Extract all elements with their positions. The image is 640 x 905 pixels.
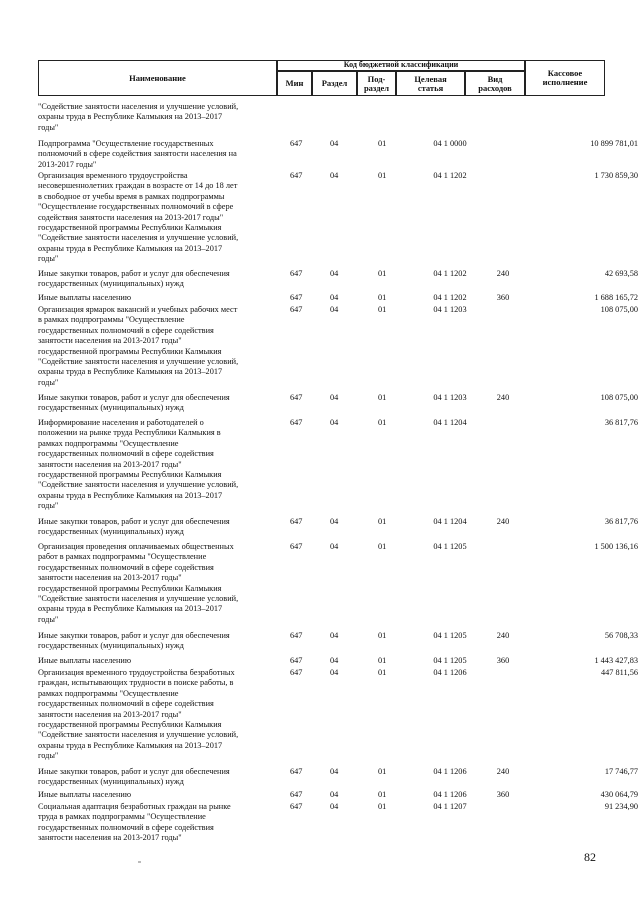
header-name: Наименование [38, 60, 277, 96]
row-min: 647 [290, 517, 303, 526]
row-podrazdel: 01 [378, 517, 387, 526]
row-name: Подпрограмма "Осуществление государственных полномочий в сфере содействия занятости населения на 2013-2017 годы" [38, 139, 237, 169]
row-razdel: 04 [330, 393, 339, 402]
row-podrazdel: 01 [378, 269, 387, 278]
row-target: 04 1 1206 [433, 668, 467, 677]
row-amount: 17 746,77 [604, 767, 638, 776]
row-razdel: 04 [330, 802, 339, 811]
row-razdel: 04 [330, 171, 339, 180]
page-number: 82 [584, 850, 596, 864]
row-target: 04 1 0000 [433, 139, 467, 148]
scan-mark [138, 861, 141, 863]
row-min: 647 [290, 139, 303, 148]
row-amount: 108 075,00 [600, 393, 638, 402]
row-name: Организация ярмарок вакансий и учебных рабочих мест в рамках подпрограммы "Осуществление государственных полномочий в сфере содействия занятости населения на 2013-2017 годы" государственной программы Республики Калмыкия "Содействие занятости населения и улучшение условий, охраны труда в Республике Калмыкия на 2013–2017 годы" [38, 305, 239, 387]
table-header [38, 60, 605, 96]
row-target: 04 1 1202 [433, 269, 467, 278]
row-podrazdel: 01 [378, 139, 387, 148]
row-amount: 1 730 859,30 [594, 171, 638, 180]
row-razdel: 04 [330, 631, 339, 640]
header-kbk: Код бюджетной классификации [277, 60, 525, 71]
row-min: 647 [290, 656, 303, 665]
row-name: Организация временного трудоустройства безработных граждан, испытывающих трудности в поиске работы, в рамках подпрограммы "Осуществление государственных полномочий в сфере содействия занятости населения на 2013-2017 годы" государственной программы Республики Калмыкия "Содействие занятости населения и улучшение условий, охраны труда в Республике Калмыкия на 2013–2017 годы" [38, 668, 239, 761]
row-name: Иные выплаты населению [38, 293, 132, 302]
row-name: Иные закупки товаров, работ и услуг для обеспечения государственных (муниципальных) нужд [38, 631, 230, 651]
row-amount: 36 817,76 [604, 418, 638, 427]
row-razdel: 04 [330, 269, 339, 278]
row-vid: 240 [496, 393, 510, 402]
header-kassa: Кассовое исполнение [525, 60, 605, 96]
row-target: 04 1 1204 [433, 418, 467, 427]
row-podrazdel: 01 [378, 767, 387, 776]
row-podrazdel: 01 [378, 542, 387, 551]
row-name: Иные выплаты населению [38, 790, 132, 799]
row-target: 04 1 1204 [433, 517, 467, 526]
row-razdel: 04 [330, 293, 339, 302]
row-razdel: 04 [330, 542, 339, 551]
row-amount: 91 234,90 [604, 802, 638, 811]
row-vid: 240 [496, 269, 510, 278]
row-name: Иные закупки товаров, работ и услуг для обеспечения государственных (муниципальных) нужд [38, 517, 230, 537]
row-amount: 430 064,79 [600, 790, 638, 799]
row-min: 647 [290, 393, 303, 402]
row-razdel: 04 [330, 656, 339, 665]
row-razdel: 04 [330, 418, 339, 427]
row-podrazdel: 01 [378, 656, 387, 665]
row-name: Социальная адаптация безработных граждан на рынке труда в рамках подпрограммы "Осуществление государственных полномочий в сфере содействия занятости населения на 2013-2017 годы" [38, 802, 231, 843]
row-min: 647 [290, 171, 303, 180]
row-name: Иные закупки товаров, работ и услуг для обеспечения государственных (муниципальных) нужд [38, 269, 230, 289]
row-target: 04 1 1202 [433, 171, 467, 180]
row-vid: 360 [496, 293, 510, 302]
row-min: 647 [290, 418, 303, 427]
row-min: 647 [290, 767, 303, 776]
row-target: 04 1 1206 [433, 767, 467, 776]
row-podrazdel: 01 [378, 631, 387, 640]
row-amount: 1 443 427,83 [594, 656, 638, 665]
header-podrazdel: Под- раздел [357, 71, 396, 96]
row-vid: 360 [496, 656, 510, 665]
row-target: 04 1 1205 [433, 631, 467, 640]
row-amount: 1 500 136,16 [594, 542, 638, 551]
row-min: 647 [290, 668, 303, 677]
row-razdel: 04 [330, 139, 339, 148]
row-podrazdel: 01 [378, 790, 387, 799]
row-amount: 36 817,76 [604, 517, 638, 526]
row-target: 04 1 1202 [433, 293, 467, 302]
row-target: 04 1 1205 [433, 542, 467, 551]
row-podrazdel: 01 [378, 171, 387, 180]
header-razdel: Раздел [312, 71, 357, 96]
row-amount: 56 708,33 [604, 631, 638, 640]
row-min: 647 [290, 542, 303, 551]
row-vid: 360 [496, 790, 510, 799]
row-podrazdel: 01 [378, 305, 387, 314]
row-amount: 10 899 781,01 [590, 139, 638, 148]
row-target: 04 1 1206 [433, 790, 467, 799]
row-razdel: 04 [330, 305, 339, 314]
row-amount: 447 811,56 [600, 668, 638, 677]
row-vid: 240 [496, 517, 510, 526]
row-razdel: 04 [330, 790, 339, 799]
row-name: Иные закупки товаров, работ и услуг для обеспечения государственных (муниципальных) нужд [38, 393, 230, 413]
row-vid: 240 [496, 767, 510, 776]
row-razdel: 04 [330, 767, 339, 776]
row-min: 647 [290, 631, 303, 640]
row-vid: 240 [496, 631, 510, 640]
row-target: 04 1 1207 [433, 802, 467, 811]
header-vid: Вид расходов [465, 71, 525, 96]
row-name: Иные выплаты населению [38, 656, 132, 665]
row-podrazdel: 01 [378, 418, 387, 427]
row-podrazdel: 01 [378, 393, 387, 402]
row-name: Организация проведения оплачиваемых общественных работ в рамках подпрограммы "Осуществление государственных полномочий в сфере содействия занятости населения на 2013-2017 годы" государственной программы Республики Калмыкия "Содействие занятости населения и улучшение условий, охраны труда в Республике Калмыкия на 2013–2017 годы" [38, 542, 239, 624]
row-target: 04 1 1203 [433, 305, 467, 314]
row-min: 647 [290, 802, 303, 811]
row-razdel: 04 [330, 517, 339, 526]
row-razdel: 04 [330, 668, 339, 677]
row-target: 04 1 1203 [433, 393, 467, 402]
row-name: Организация временного трудоустройства несовершеннолетних граждан в возрасте от 14 до 18 лет в свободное от учебы время в рамках подпрограммы "Осуществление государственных полномочий в сфере содействия занятости населения на 2013-2017 годы" государственной программы Республики Калмыкия "Содействие занятости населения и улучшение условий, охраны труда в Республике Калмыкия на 2013–2017 годы" [38, 171, 239, 264]
row-target: 04 1 1205 [433, 656, 467, 665]
row-amount: 1 688 165,72 [594, 293, 638, 302]
row-name: "Содействие занятости населения и улучшение условий, охраны труда в Республике Калмыкия на 2013–2017 годы" [38, 102, 239, 132]
row-podrazdel: 01 [378, 668, 387, 677]
row-name: Иные закупки товаров, работ и услуг для обеспечения государственных (муниципальных) нужд [38, 767, 230, 787]
row-name: Информирование населения и работодателей о положении на рынке труда Республики Калмыкия в рамках подпрограммы "Осуществление государственных полномочий в сфере содействия занятости населения на 2013-2017 годы" государственной программы Республики Калмыкия "Содействие занятости населения и улучшение условий, охраны труда в Республике Калмыкия на 2013–2017 годы" [38, 418, 239, 511]
row-min: 647 [290, 305, 303, 314]
row-min: 647 [290, 293, 303, 302]
row-min: 647 [290, 790, 303, 799]
row-min: 647 [290, 269, 303, 278]
row-amount: 42 693,58 [604, 269, 638, 278]
row-podrazdel: 01 [378, 802, 387, 811]
row-amount: 108 075,00 [600, 305, 638, 314]
header-min: Мин [277, 71, 312, 96]
row-podrazdel: 01 [378, 293, 387, 302]
header-target: Целевая статья [396, 71, 465, 96]
